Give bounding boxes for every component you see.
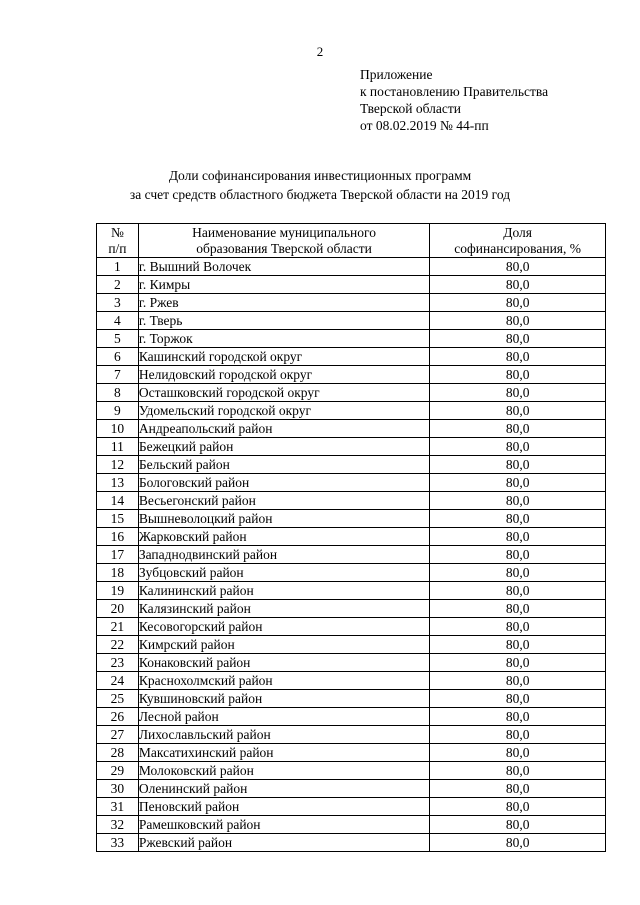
row-number: 19	[97, 582, 139, 600]
row-number: 10	[97, 420, 139, 438]
row-municipality: Максатихинский район	[138, 744, 429, 762]
row-number: 18	[97, 564, 139, 582]
row-municipality: Молоковский район	[138, 762, 429, 780]
row-share: 80,0	[430, 348, 606, 366]
table-row	[97, 366, 606, 384]
row-share: 80,0	[430, 420, 606, 438]
row-municipality: Кашинский городской округ	[138, 348, 429, 366]
row-number: 2	[97, 276, 139, 294]
row-municipality: Нелидовский городской округ	[138, 366, 429, 384]
row-municipality: Пеновский район	[138, 798, 429, 816]
row-municipality: Осташковский городской округ	[138, 384, 429, 402]
row-number: 28	[97, 744, 139, 762]
row-municipality: Кесовогорский район	[138, 618, 429, 636]
row-share: 80,0	[430, 312, 606, 330]
row-number: 8	[97, 384, 139, 402]
row-share: 80,0	[430, 582, 606, 600]
row-number: 11	[97, 438, 139, 456]
row-share: 80,0	[430, 672, 606, 690]
row-municipality: Краснохолмский район	[138, 672, 429, 690]
table-row	[97, 528, 606, 546]
table-row	[97, 348, 606, 366]
row-municipality: Бельский район	[138, 456, 429, 474]
row-share: 80,0	[430, 438, 606, 456]
table-row	[97, 798, 606, 816]
row-number: 27	[97, 726, 139, 744]
row-municipality: Ржевский район	[138, 834, 429, 852]
header-share-line-1: Доля	[503, 224, 533, 240]
row-municipality: Вышневолоцкий район	[138, 510, 429, 528]
row-share: 80,0	[430, 294, 606, 312]
row-number: 7	[97, 366, 139, 384]
row-number: 1	[97, 258, 139, 276]
row-municipality: г. Ржев	[138, 294, 429, 312]
table-row	[97, 294, 606, 312]
table-row	[97, 564, 606, 582]
row-number: 4	[97, 312, 139, 330]
row-number: 23	[97, 654, 139, 672]
table-row	[97, 330, 606, 348]
row-municipality: г. Кимры	[138, 276, 429, 294]
table-row	[97, 492, 606, 510]
row-number: 6	[97, 348, 139, 366]
table-row	[97, 726, 606, 744]
row-share: 80,0	[430, 276, 606, 294]
table-row	[97, 474, 606, 492]
table-row	[97, 708, 606, 726]
row-municipality: Лесной район	[138, 708, 429, 726]
row-share: 80,0	[430, 564, 606, 582]
row-municipality: Весьегонский район	[138, 492, 429, 510]
row-share: 80,0	[430, 600, 606, 618]
table-row	[97, 402, 606, 420]
table-row	[97, 276, 606, 294]
table-row	[97, 546, 606, 564]
row-number: 14	[97, 492, 139, 510]
row-number: 3	[97, 294, 139, 312]
row-share: 80,0	[430, 780, 606, 798]
row-number: 30	[97, 780, 139, 798]
row-share: 80,0	[430, 744, 606, 762]
row-municipality: Лихославльский район	[138, 726, 429, 744]
page-number: 2	[316, 44, 324, 59]
header-number	[97, 224, 139, 258]
row-number: 33	[97, 834, 139, 852]
row-number: 25	[97, 690, 139, 708]
row-municipality: Бологовский район	[138, 474, 429, 492]
row-number: 17	[97, 546, 139, 564]
row-share: 80,0	[430, 726, 606, 744]
row-share: 80,0	[430, 690, 606, 708]
row-number: 5	[97, 330, 139, 348]
row-number: 13	[97, 474, 139, 492]
table-row	[97, 654, 606, 672]
row-municipality: Кимрский район	[138, 636, 429, 654]
row-municipality: г. Тверь	[138, 312, 429, 330]
table-header-row	[97, 224, 606, 258]
row-number: 9	[97, 402, 139, 420]
row-number: 21	[97, 618, 139, 636]
row-municipality: Рамешковский район	[138, 816, 429, 834]
row-municipality: Кувшиновский район	[138, 690, 429, 708]
row-share: 80,0	[430, 834, 606, 852]
row-share: 80,0	[430, 492, 606, 510]
table-row	[97, 438, 606, 456]
document-title	[0, 166, 640, 204]
table-row	[97, 762, 606, 780]
row-municipality: Жарковский район	[138, 528, 429, 546]
row-municipality: Оленинский район	[138, 780, 429, 798]
row-share: 80,0	[430, 258, 606, 276]
table-row	[97, 636, 606, 654]
row-municipality: Андреапольский район	[138, 420, 429, 438]
table-row	[97, 312, 606, 330]
row-municipality: Бежецкий район	[138, 438, 429, 456]
title-line-1: Доли софинансирования инвестиционных программ	[168, 168, 472, 183]
table-row	[97, 672, 606, 690]
row-share: 80,0	[430, 798, 606, 816]
header-share	[430, 224, 606, 258]
row-share: 80,0	[430, 402, 606, 420]
row-municipality: Зубцовский район	[138, 564, 429, 582]
row-municipality: Калининский район	[138, 582, 429, 600]
row-share: 80,0	[430, 510, 606, 528]
table-row	[97, 456, 606, 474]
table-row	[97, 258, 606, 276]
row-share: 80,0	[430, 708, 606, 726]
row-municipality: Калязинский район	[138, 600, 429, 618]
title-line-2: за счет средств областного бюджета Тверской области на 2019 год	[129, 187, 511, 202]
table-row	[97, 582, 606, 600]
row-share: 80,0	[430, 456, 606, 474]
row-share: 80,0	[430, 366, 606, 384]
row-share: 80,0	[430, 330, 606, 348]
row-number: 29	[97, 762, 139, 780]
header-name-line-2: образования Тверской области	[196, 240, 372, 256]
header-name-line-1: Наименование муниципального	[192, 224, 376, 240]
table-row	[97, 420, 606, 438]
row-share: 80,0	[430, 636, 606, 654]
table-body	[97, 258, 606, 852]
appendix-line-1: Приложение	[360, 67, 433, 82]
row-number: 20	[97, 600, 139, 618]
appendix-line-3: Тверской области	[360, 101, 461, 116]
row-municipality: г. Вышний Волочек	[138, 258, 429, 276]
header-name	[138, 224, 429, 258]
table-row	[97, 618, 606, 636]
row-number: 15	[97, 510, 139, 528]
row-number: 22	[97, 636, 139, 654]
appendix-line-2: к постановлению Правительства	[360, 84, 549, 99]
row-municipality: Удомельский городской округ	[138, 402, 429, 420]
header-share-line-2: софинансирования, %	[454, 240, 581, 256]
table-row	[97, 744, 606, 762]
row-number: 16	[97, 528, 139, 546]
table-row	[97, 600, 606, 618]
row-share: 80,0	[430, 384, 606, 402]
cofinancing-table	[96, 223, 606, 852]
row-municipality: Западнодвинский район	[138, 546, 429, 564]
row-municipality: г. Торжок	[138, 330, 429, 348]
table-row	[97, 384, 606, 402]
row-share: 80,0	[430, 528, 606, 546]
row-share: 80,0	[430, 474, 606, 492]
row-share: 80,0	[430, 654, 606, 672]
row-municipality: Конаковский район	[138, 654, 429, 672]
appendix-block	[360, 66, 548, 134]
header-number-line-1: №	[110, 224, 124, 240]
table-row	[97, 834, 606, 852]
table-row	[97, 690, 606, 708]
appendix-line-4: от 08.02.2019 № 44-пп	[360, 118, 489, 133]
table-row	[97, 780, 606, 798]
row-share: 80,0	[430, 546, 606, 564]
row-number: 24	[97, 672, 139, 690]
table-row	[97, 510, 606, 528]
table-row	[97, 816, 606, 834]
row-number: 26	[97, 708, 139, 726]
header-number-line-2: п/п	[108, 240, 127, 256]
row-number: 12	[97, 456, 139, 474]
row-share: 80,0	[430, 618, 606, 636]
row-share: 80,0	[430, 762, 606, 780]
row-number: 32	[97, 816, 139, 834]
row-share: 80,0	[430, 816, 606, 834]
row-number: 31	[97, 798, 139, 816]
